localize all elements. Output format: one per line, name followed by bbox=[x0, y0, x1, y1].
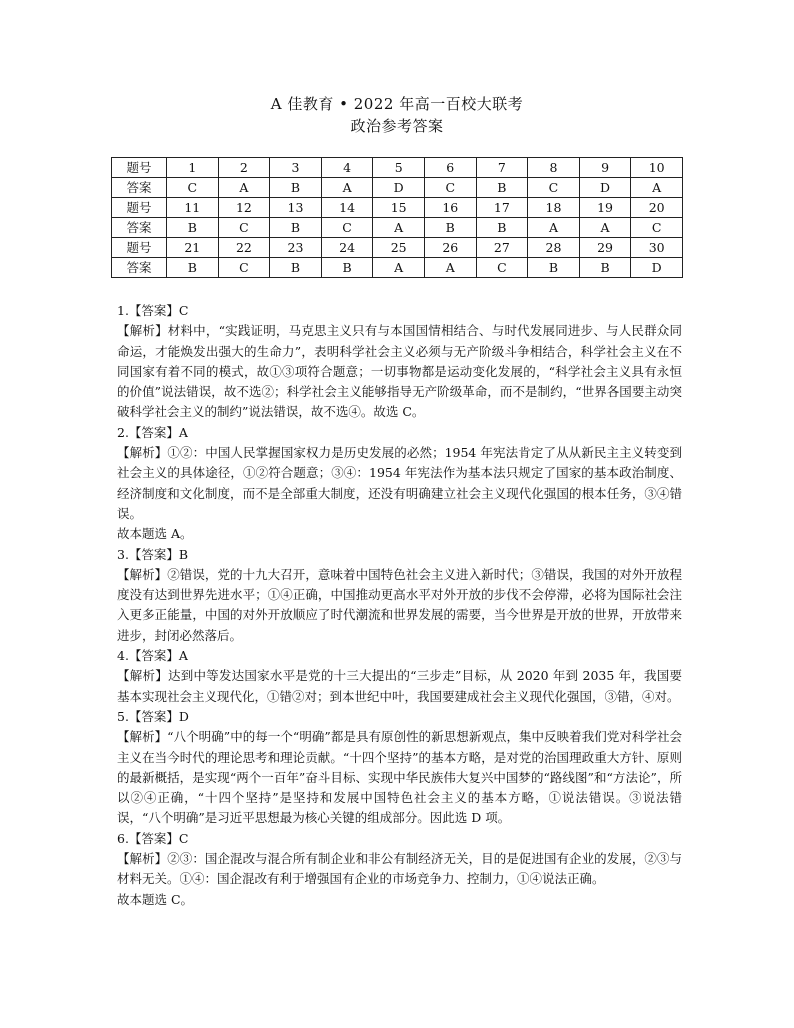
question-number-cell: 28 bbox=[528, 238, 580, 258]
question-number-cell: 18 bbox=[528, 198, 580, 218]
question-number-row bbox=[112, 198, 683, 218]
question-number-cell: 11 bbox=[167, 198, 219, 218]
question-number-cell: 1 bbox=[167, 158, 219, 178]
answer-cell: B bbox=[270, 178, 322, 198]
answer-cell: C bbox=[631, 218, 683, 238]
question-number-cell: 22 bbox=[218, 238, 270, 258]
explanations bbox=[117, 301, 682, 910]
question-number-cell: 6 bbox=[424, 158, 476, 178]
analysis-paragraph: 【解析】②③：国企混改与混合所有制企业和非公有制经济无关，目的是促进国有企业的发展，②③与材料无关。①④：国企混改有利于增强国有企业的市场竞争力、控制力，①④说法正确。 bbox=[117, 851, 682, 887]
answer-cell: B bbox=[321, 258, 373, 278]
answer-heading: 3.【答案】B bbox=[117, 546, 189, 562]
question-number-cell: 20 bbox=[631, 198, 683, 218]
question-number-cell: 9 bbox=[579, 158, 631, 178]
answer-heading: 2.【答案】A bbox=[117, 424, 188, 440]
row-label-question: 题号 bbox=[112, 158, 167, 178]
answer-cell: A bbox=[373, 258, 425, 278]
answer-cell: A bbox=[218, 178, 270, 198]
answer-cell: C bbox=[167, 178, 219, 198]
question-number-cell: 24 bbox=[321, 238, 373, 258]
question-number-cell: 2 bbox=[218, 158, 270, 178]
row-label-answer: 答案 bbox=[112, 178, 167, 198]
question-number-cell: 29 bbox=[579, 238, 631, 258]
answer-row bbox=[112, 178, 683, 198]
question-number-cell: 21 bbox=[167, 238, 219, 258]
answer-cell: A bbox=[631, 178, 683, 198]
answer-heading: 5.【答案】D bbox=[117, 708, 189, 724]
question-number-cell: 27 bbox=[476, 238, 528, 258]
row-label-question: 题号 bbox=[112, 198, 167, 218]
document-subtitle: 政治参考答案 bbox=[350, 117, 444, 135]
question-number-cell: 13 bbox=[270, 198, 322, 218]
answer-cell: C bbox=[424, 178, 476, 198]
answer-cell: C bbox=[528, 178, 580, 198]
answer-cell: D bbox=[579, 178, 631, 198]
answer-cell: B bbox=[476, 218, 528, 238]
answer-row bbox=[112, 218, 683, 238]
answer-row bbox=[112, 258, 683, 278]
answer-cell: A bbox=[373, 218, 425, 238]
question-number-cell: 25 bbox=[373, 238, 425, 258]
answer-heading: 1.【答案】C bbox=[117, 303, 189, 318]
question-number-cell: 10 bbox=[631, 158, 683, 178]
analysis-paragraph: 【解析】①②：中国人民掌握国家权力是历史发展的必然；1954 年宪法肯定了从从新民主主义转变到社会主义的具体途径，①②符合题意；③④：1954 年宪法作为基本法只规定了国家的基本政治制度、经济制度和文化制度，而不是全部重大制度，还没有明确建立社会主义现代化强国的根本任务，③④错误。 bbox=[117, 445, 682, 521]
row-label-answer: 答案 bbox=[112, 258, 167, 278]
question-number-cell: 26 bbox=[424, 238, 476, 258]
answer-cell: B bbox=[476, 178, 528, 198]
answer-cell: B bbox=[579, 258, 631, 278]
analysis-paragraph: 【解析】②错误，党的十九大召开，意味着中国特色社会主义进入新时代；③错误，我国的对外开放程度没有达到世界先进水平；①④正确，中国推动更高水平对外开放的步伐不会停滞，必将为国际社会注入更多正能量，中国的对外开放顺应了时代潮流和世界发展的需要，当今世界是开放的世界，开放带来进步，封闭必然落后。 bbox=[117, 566, 682, 643]
analysis-paragraph: 故本题选 C。 bbox=[117, 891, 194, 907]
answer-heading: 4.【答案】A bbox=[117, 648, 188, 664]
question-number-cell: 14 bbox=[321, 198, 373, 218]
answer-cell: B bbox=[167, 218, 219, 238]
answer-cell: A bbox=[528, 218, 580, 238]
answer-table bbox=[111, 157, 683, 278]
question-number-cell: 5 bbox=[373, 158, 425, 178]
question-number-cell: 8 bbox=[528, 158, 580, 178]
answer-cell: B bbox=[270, 218, 322, 238]
answer-cell: C bbox=[476, 258, 528, 278]
question-number-cell: 7 bbox=[476, 158, 528, 178]
analysis-paragraph: 【解析】达到中等发达国家水平是党的十三大提出的“三步走”目标，从 2020 年到 2035 年，我国要基本实现社会主义现代化，①错②对；到本世纪中叶，我国要建成社会主义现代化强国，③错，④对。 bbox=[117, 668, 682, 704]
question-number-cell: 3 bbox=[270, 158, 322, 178]
analysis-paragraph: 【解析】材料中，“实践证明，马克思主义只有与本国国情相结合、与时代发展同进步、与人民群众同命运，才能焕发出强大的生命力”，表明科学社会主义必须与无产阶级斗争相结合，科学社会主义在不同国家有着不同的模式，故①③项符合题意；一切事物都是运动变化发展的，“科学社会主义具有永恒的价值”说法错误，故不选②；科学社会主义能够指导无产阶级革命，而不是制约，“世界各国要主动突破科学社会主义的制约”说法错误，故不选④。故选 C。 bbox=[117, 323, 682, 420]
question-number-cell: 16 bbox=[424, 198, 476, 218]
answer-cell: C bbox=[321, 218, 373, 238]
row-label-question: 题号 bbox=[112, 238, 167, 258]
question-number-cell: 19 bbox=[579, 198, 631, 218]
answer-cell: B bbox=[424, 218, 476, 238]
answer-cell: D bbox=[631, 258, 683, 278]
question-number-cell: 17 bbox=[476, 198, 528, 218]
answer-cell: A bbox=[579, 218, 631, 238]
question-number-cell: 30 bbox=[631, 238, 683, 258]
question-number-row bbox=[112, 158, 683, 178]
analysis-paragraph: 【解析】“八个明确”中的每一个“明确”都是具有原创性的新思想新观点，集中反映着我们党对科学社会主义在当今时代的理论思考和理论贡献。“十四个坚持”的基本方略，是对党的治国理政重大方针、原则的最新概括，是实现“两个一百年”奋斗目标、实现中华民族伟大复兴中国梦的“路线图”和“方法论”，所以②④正确，“十四个坚持”是坚持和发展中国特色社会主义的基本方略，①说法错误。③说法错误，“八个明确”是习近平思想最为核心关键的组成部分。因此选 D 项。 bbox=[117, 729, 682, 826]
answer-cell: D bbox=[373, 178, 425, 198]
question-number-cell: 4 bbox=[321, 158, 373, 178]
answer-cell: C bbox=[218, 218, 270, 238]
document-title: A 佳教育 • 2022 年高一百校大联考 bbox=[270, 95, 524, 113]
question-number-cell: 15 bbox=[373, 198, 425, 218]
question-number-cell: 12 bbox=[218, 198, 270, 218]
answer-cell: B bbox=[528, 258, 580, 278]
answer-cell: B bbox=[167, 258, 219, 278]
answer-heading: 6.【答案】C bbox=[117, 830, 189, 846]
question-number-row bbox=[112, 238, 683, 258]
question-number-cell: 23 bbox=[270, 238, 322, 258]
answer-cell: C bbox=[218, 258, 270, 278]
answer-cell: A bbox=[424, 258, 476, 278]
answer-cell: A bbox=[321, 178, 373, 198]
row-label-answer: 答案 bbox=[112, 218, 167, 238]
analysis-paragraph: 故本题选 A。 bbox=[117, 526, 193, 542]
answer-cell: B bbox=[270, 258, 322, 278]
